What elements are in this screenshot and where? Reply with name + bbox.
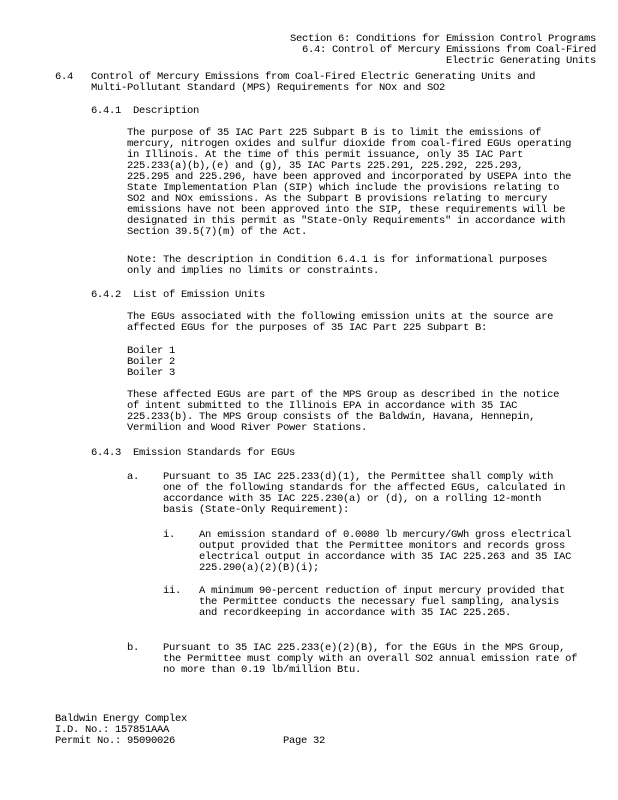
heading-6-4-1: 6.4.1 Description bbox=[91, 105, 200, 117]
page-number: Page 32 bbox=[283, 735, 326, 747]
list-item: Boiler 2 bbox=[127, 356, 176, 368]
header-line-1: Section 6: Conditions for Emission Control Programs bbox=[289, 33, 596, 45]
item-ii-label: ii. bbox=[163, 585, 182, 597]
section-title-line-1: Control of Mercury Emissions from Coal-Fired Electric Generating Units and bbox=[91, 71, 536, 83]
boiler-list bbox=[127, 346, 175, 379]
footer-facility: Baldwin Energy Complex bbox=[55, 713, 188, 725]
header-line-2: 6.4: Control of Mercury Emissions from Coal-Fired bbox=[301, 44, 596, 56]
section-title-line-2: Multi-Pollutant Standard (MPS) Requirements for NOx and SO2 bbox=[91, 82, 446, 94]
list-item: Boiler 1 bbox=[127, 345, 176, 357]
heading-6-4-3: 6.4.3 Emission Standards for EGUs bbox=[91, 447, 296, 459]
item-b-text: Pursuant to 35 IAC 225.233(e)(2)(B), for the EGUs in the MPS Group, the Permittee must comply with an overall SO2 annual emission rate of no more than 0.19 lb/million Btu. bbox=[163, 642, 578, 676]
item-a-text: Pursuant to 35 IAC 225.233(d)(1), the Permittee shall comply with one of the following standards for the affected EGUs, calculated in accordance with 35 IAC 225.230(a) or (d), on a rolling 12-month basis (State-Only Requirement): bbox=[163, 471, 566, 516]
heading-6-4-2: 6.4.2 List of Emission Units bbox=[91, 289, 266, 301]
description-paragraph: The purpose of 35 IAC Part 225 Subpart B is to limit the emissions of mercury, nitrogen oxides and sulfur dioxide from coal-fired EGUs operating in Illinois. At the time of this permit issuance, only 35 IAC Part 225.233(a)(b),(e) and (g), 35 IAC Parts 225.291, 225.292, 225.293, 225.295 and 225.296, have been approved and incorporated by USEPA into the State Implementation Plan (SIP) which include the provisions relating to SO2 and NOx emissions. As the Subpart B provisions relating to mercury emissions have not been approved into the SIP, these requirements will be designated in this permit as "State-Only Requirements" in accordance with Section 39.5(7)(m) of the Act. bbox=[127, 127, 572, 238]
description-note: Note: The description in Condition 6.4.1 is for informational purposes only and implies no limits or constraints. bbox=[127, 254, 548, 277]
footer-permit-number: Permit No.: 95090026 bbox=[55, 735, 176, 747]
list-item: Boiler 3 bbox=[127, 367, 176, 379]
item-i-label: i. bbox=[163, 529, 176, 541]
section-number: 6.4 bbox=[55, 71, 74, 83]
mps-group-paragraph: These affected EGUs are part of the MPS Group as described in the notice of intent submitted to the Illinois EPA in accordance with 35 IAC 225.233(b). The MPS Group consists of the Baldwin, Havana, Hennepin, Vermilion and Wood River Power Stations. bbox=[127, 389, 560, 434]
emission-units-paragraph: The EGUs associated with the following emission units at the source are affected EGUs for the purposes of 35 IAC Part 225 Subpart B: bbox=[127, 311, 554, 334]
item-ii-text: A minimum 90-percent reduction of input mercury provided that the Permittee conducts the necessary fuel sampling, analysis and recordkeeping in accordance with 35 IAC 225.265. bbox=[199, 585, 566, 619]
item-b-label: b. bbox=[127, 642, 140, 654]
item-a-label: a. bbox=[127, 471, 140, 483]
header-line-3: Electric Generating Units bbox=[445, 55, 596, 67]
footer-id-number: I.D. No.: 157851AAA bbox=[55, 724, 170, 736]
item-i-text: An emission standard of 0.0080 lb mercury/GWh gross electrical output provided that the Permittee monitors and records gross electrical output in accordance with 35 IAC 225.263 and 35 IAC 225.290(a)(2)(B)(i); bbox=[199, 529, 572, 574]
